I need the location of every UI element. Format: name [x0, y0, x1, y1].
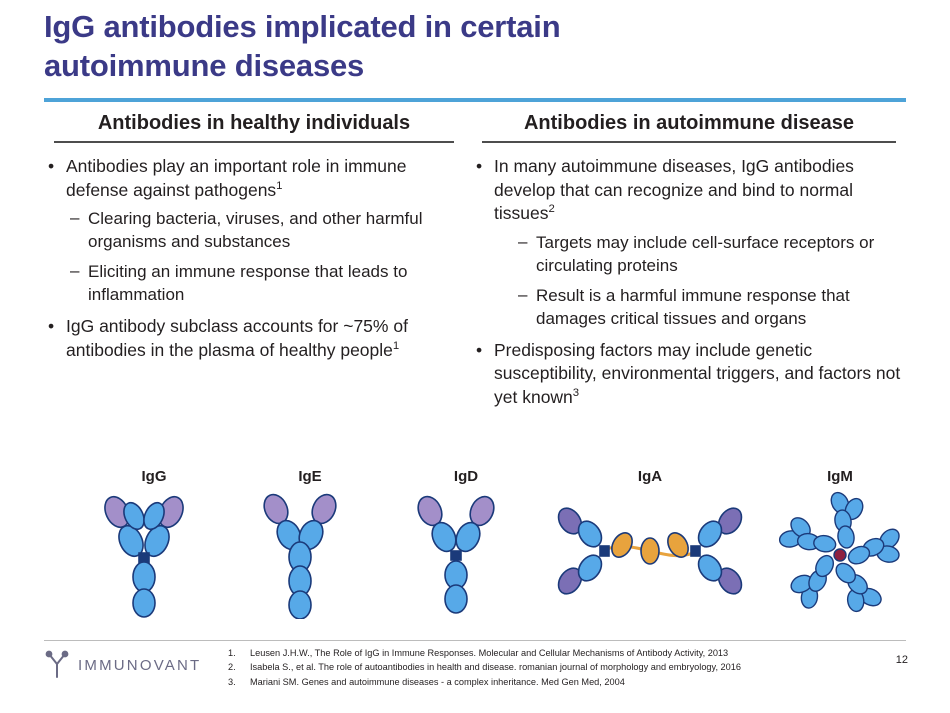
page-title: IgG antibodies implicated in certain autoimmune diseases	[44, 9, 561, 83]
bullet-glyph: •	[476, 156, 483, 176]
bullet-glyph: •	[48, 156, 55, 176]
igd-antibody-icon	[396, 489, 536, 619]
column-autoimmune	[472, 112, 906, 418]
footer-divider	[44, 640, 906, 641]
figure-label: IgM	[827, 468, 853, 485]
column-heading-healthy: Antibodies in healthy individuals	[54, 112, 454, 143]
footnote-marker: 2	[548, 203, 555, 216]
figure-label: IgD	[453, 468, 479, 485]
bullet-text: IgG antibody subclass accounts for ~75% of antibodies in the plasma of healthy people	[66, 316, 408, 360]
ige-antibody-icon	[240, 489, 380, 619]
title-divider	[44, 98, 906, 102]
figure-label: IgA	[637, 468, 663, 485]
bullet-list-healthy	[44, 155, 464, 362]
reference-text: Leusen J.H.W., The Role of IgG in Immune Responses. Molecular and Cellular Mechanisms of Antibody Activity, 2013	[250, 648, 729, 658]
bullet-glyph: •	[476, 339, 483, 360]
sub-bullet-text: Result is a harmful immune response that damages critical tissues and organs	[536, 285, 850, 328]
igg-antibody-icon	[84, 489, 224, 619]
list-item	[44, 315, 464, 362]
column-healthy	[44, 112, 464, 370]
references-list	[228, 646, 868, 689]
figure-igg	[84, 468, 224, 624]
bullet-text: In many autoimmune diseases, IgG antibodies develop that can recognize and bind to normal tissues	[494, 156, 854, 224]
list-item	[66, 261, 464, 307]
bullet-glyph: –	[70, 261, 80, 281]
figure-igm	[770, 468, 910, 624]
reference-item	[228, 646, 868, 660]
bullet-text: Antibodies play an important role in immune defense against pathogens	[66, 156, 407, 200]
bullet-glyph: –	[518, 284, 528, 304]
company-logo	[44, 650, 201, 680]
figure-igd	[396, 468, 536, 624]
reference-text: Mariani SM. Genes and autoimmune diseases - a complex inheritance. Med Gen Med, 2004	[250, 676, 625, 687]
reference-number: 3.	[228, 676, 236, 687]
column-heading-autoimmune: Antibodies in autoimmune disease	[482, 112, 896, 143]
sub-bullet-list	[514, 232, 906, 331]
bullet-glyph: –	[518, 231, 528, 251]
footnote-marker: 1	[392, 339, 400, 352]
igm-pentamer-icon	[770, 489, 910, 619]
footnote-marker: 1	[276, 179, 283, 192]
reference-item	[228, 660, 868, 674]
iga-dimer-icon	[544, 489, 756, 619]
bullet-glyph: –	[70, 208, 80, 228]
bullet-glyph: •	[48, 316, 55, 336]
list-item	[472, 339, 906, 410]
figure-ige	[240, 468, 380, 624]
antibody-logo-icon	[44, 650, 70, 680]
figure-iga	[544, 468, 756, 624]
bullet-text: Predisposing factors may include genetic susceptibility, environmental triggers, and factors not yet known	[494, 339, 901, 407]
sub-bullet-text: Eliciting an immune response that leads to inflammation	[88, 262, 408, 305]
reference-number: 1.	[228, 648, 236, 658]
logo-text: IMMUNOVANT	[78, 656, 202, 674]
reference-number: 2.	[228, 662, 236, 673]
list-item	[44, 155, 464, 307]
footnote-marker: 3	[572, 387, 580, 400]
list-item	[514, 232, 906, 278]
figure-label: IgG	[141, 468, 167, 485]
reference-item	[228, 675, 868, 689]
list-item	[472, 155, 906, 331]
list-item	[514, 285, 906, 331]
sub-bullet-list	[66, 208, 464, 307]
bullet-list-autoimmune	[472, 155, 906, 410]
sub-bullet-text: Targets may include cell-surface receptors or circulating proteins	[536, 232, 875, 275]
sub-bullet-text: Clearing bacteria, viruses, and other harmful organisms and substances	[88, 209, 423, 252]
figure-label: IgE	[298, 468, 322, 485]
reference-text: Isabela S., et al. The role of autoantibodies in health and disease. romanian journal of morphology and embryology, 2016	[250, 662, 741, 673]
list-item	[66, 208, 464, 254]
page-number: 12	[895, 654, 908, 666]
antibody-figures	[44, 468, 906, 628]
